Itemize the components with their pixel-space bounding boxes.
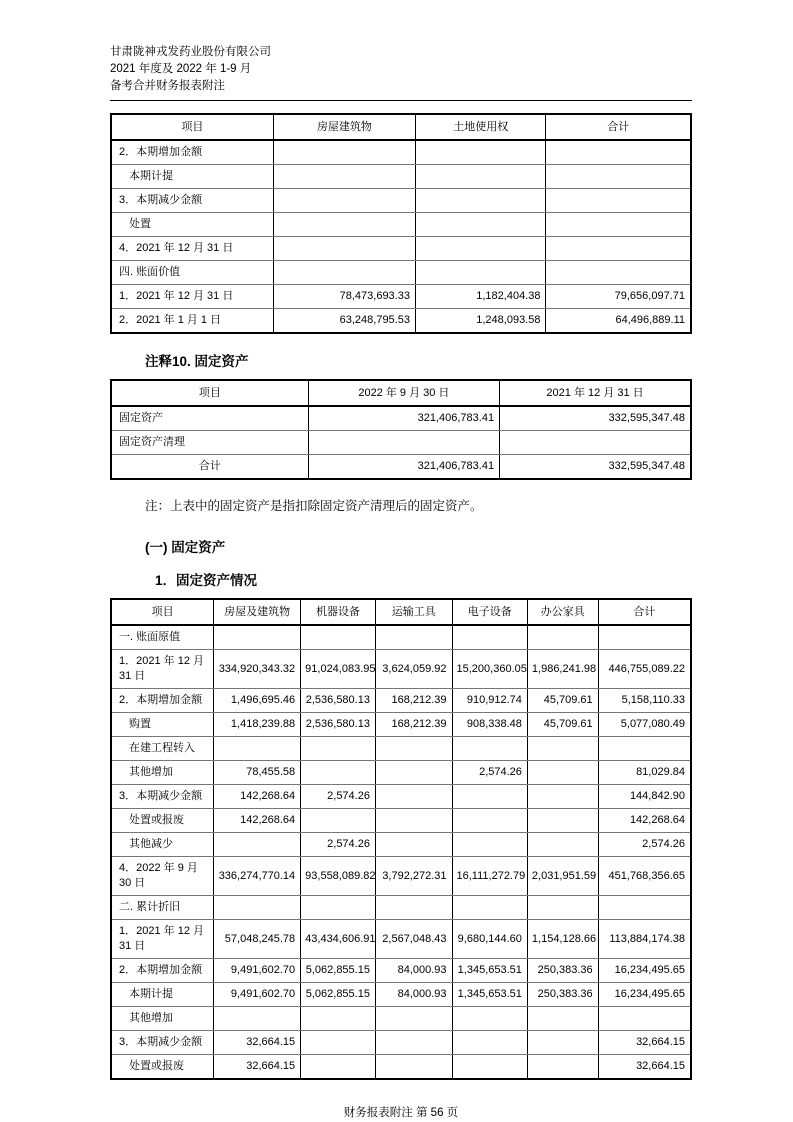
cell-value — [273, 140, 415, 165]
column-header: 项目 — [111, 114, 273, 140]
cell-value: 910,912.74 — [452, 689, 527, 713]
cell-value: 321,406,783.41 — [308, 455, 499, 480]
cell-value — [375, 785, 452, 809]
cell-value — [415, 237, 546, 261]
cell-value — [415, 140, 546, 165]
cell-value: 84,000.93 — [375, 959, 452, 983]
cell-value — [301, 1007, 376, 1031]
cell-value — [598, 737, 691, 761]
header-row — [111, 380, 691, 406]
cell-value — [527, 625, 598, 650]
row-label: 处置 — [111, 213, 273, 237]
column-header: 办公家具 — [527, 599, 598, 625]
cell-value: 250,383.36 — [527, 959, 598, 983]
cell-value: 2,031,951.59 — [527, 857, 598, 896]
cell-value — [546, 165, 691, 189]
cell-value — [375, 896, 452, 920]
cell-value — [598, 1007, 691, 1031]
row-label: 1．2021 年 12 月 31 日 — [111, 650, 214, 689]
cell-value: 9,491,602.70 — [214, 983, 301, 1007]
cell-value — [500, 431, 691, 455]
table-row — [111, 406, 691, 431]
cell-value — [375, 625, 452, 650]
table-row — [111, 625, 691, 650]
cell-value — [375, 1055, 452, 1080]
cell-value: 78,455.58 — [214, 761, 301, 785]
cell-value: 168,212.39 — [375, 689, 452, 713]
row-label: 四. 账面价值 — [111, 261, 273, 285]
cell-value: 1,345,653.51 — [452, 983, 527, 1007]
cell-value: 168,212.39 — [375, 713, 452, 737]
table-row — [111, 650, 691, 689]
cell-value: 144,842.90 — [598, 785, 691, 809]
table-row — [111, 261, 691, 285]
cell-value — [273, 213, 415, 237]
row-label: 固定资产 — [111, 406, 308, 431]
cell-value: 1,986,241.98 — [527, 650, 598, 689]
cell-value — [375, 737, 452, 761]
cell-value — [301, 737, 376, 761]
row-label: 购置 — [111, 713, 214, 737]
column-header: 房屋建筑物 — [273, 114, 415, 140]
column-header: 电子设备 — [452, 599, 527, 625]
row-label: 2．2021 年 1 月 1 日 — [111, 309, 273, 334]
cell-value: 250,383.36 — [527, 983, 598, 1007]
row-label: 处置或报废 — [111, 809, 214, 833]
table-row — [111, 983, 691, 1007]
cell-value: 142,268.64 — [598, 809, 691, 833]
column-header: 2022 年 9 月 30 日 — [308, 380, 499, 406]
table-row — [111, 737, 691, 761]
table-row — [111, 431, 691, 455]
column-header: 机器设备 — [301, 599, 376, 625]
cell-value — [452, 809, 527, 833]
row-label: 4．2022 年 9 月 30 日 — [111, 857, 214, 896]
cell-value: 2,567,048.43 — [375, 920, 452, 959]
cell-value: 321,406,783.41 — [308, 406, 499, 431]
cell-value — [527, 761, 598, 785]
cell-value — [301, 1031, 376, 1055]
row-label: 2．本期增加金额 — [111, 140, 273, 165]
subsection-heading-fixed-assets-detail: 1．固定资产情况 — [155, 573, 258, 588]
row-label: 3．本期减少金额 — [111, 1031, 214, 1055]
cell-value: 91,024,083.95 — [301, 650, 376, 689]
cell-value: 78,473,693.33 — [273, 285, 415, 309]
page-footer: 财务报表附注 第 56 页 — [343, 1107, 459, 1119]
company-name: 甘肃陇神戎发药业股份有限公司 — [110, 46, 271, 58]
cell-value — [452, 785, 527, 809]
cell-value — [452, 896, 527, 920]
cell-value — [301, 761, 376, 785]
cell-value: 93,558,089.82 — [301, 857, 376, 896]
cell-value — [301, 896, 376, 920]
cell-value — [527, 1031, 598, 1055]
row-label: 一. 账面原值 — [111, 625, 214, 650]
table-row — [111, 455, 691, 480]
cell-value: 451,768,356.65 — [598, 857, 691, 896]
cell-value: 43,434,606.91 — [301, 920, 376, 959]
cell-value — [301, 809, 376, 833]
cell-value: 332,595,347.48 — [500, 406, 691, 431]
row-label: 1．2021 年 12 月 31 日 — [111, 920, 214, 959]
cell-value — [452, 833, 527, 857]
table-row — [111, 165, 691, 189]
cell-value: 334,920,343.32 — [214, 650, 301, 689]
cell-value — [375, 809, 452, 833]
cell-value — [375, 1031, 452, 1055]
cell-value: 32,664.15 — [214, 1055, 301, 1080]
cell-value: 1,345,653.51 — [452, 959, 527, 983]
cell-value: 79,656,097.71 — [546, 285, 691, 309]
cell-value: 5,062,855.15 — [301, 983, 376, 1007]
table-row — [111, 920, 691, 959]
fixed-assets-detail-table — [110, 598, 692, 1080]
cell-value — [527, 1007, 598, 1031]
cell-value — [375, 833, 452, 857]
row-label: 固定资产清理 — [111, 431, 308, 455]
column-header: 项目 — [111, 380, 308, 406]
row-label: 其他增加 — [111, 1007, 214, 1031]
cell-value: 113,884,174.38 — [598, 920, 691, 959]
cell-value — [415, 189, 546, 213]
cell-value — [527, 785, 598, 809]
cell-value: 332,595,347.48 — [500, 455, 691, 480]
table-row — [111, 1055, 691, 1080]
cell-value: 2,536,580.13 — [301, 713, 376, 737]
cell-value — [527, 896, 598, 920]
table-note: 注：上表中的固定资产是指扣除固定资产清理后的固定资产。 — [145, 499, 483, 513]
cell-value: 16,234,495.65 — [598, 959, 691, 983]
cell-value: 2,574.26 — [598, 833, 691, 857]
page-content — [110, 44, 692, 1120]
report-title: 备考合并财务报表附注 — [110, 80, 225, 92]
fixed-assets-summary-table — [110, 379, 692, 480]
row-label: 处置或报废 — [111, 1055, 214, 1080]
cell-value: 9,491,602.70 — [214, 959, 301, 983]
cell-value: 57,048,245.78 — [214, 920, 301, 959]
cell-value: 64,496,889.11 — [546, 309, 691, 334]
row-label: 本期计提 — [111, 165, 273, 189]
table-row — [111, 1031, 691, 1055]
cell-value — [546, 237, 691, 261]
cell-value: 45,709.61 — [527, 713, 598, 737]
cell-value: 1,154,128.66 — [527, 920, 598, 959]
table-row — [111, 689, 691, 713]
section-title-note10: 注释10. 固定资产 — [145, 354, 249, 369]
column-header: 运输工具 — [375, 599, 452, 625]
row-label: 合计 — [111, 455, 308, 480]
report-period: 2021 年度及 2022 年 1-9 月 — [110, 63, 252, 75]
subsection-heading-fixed-assets: (一) 固定资产 — [145, 540, 226, 555]
cell-value — [415, 165, 546, 189]
row-label: 本期计提 — [111, 983, 214, 1007]
column-header: 土地使用权 — [415, 114, 546, 140]
cell-value — [546, 213, 691, 237]
cell-value — [214, 1007, 301, 1031]
cell-value — [546, 261, 691, 285]
cell-value: 63,248,795.53 — [273, 309, 415, 334]
table-row — [111, 785, 691, 809]
cell-value: 45,709.61 — [527, 689, 598, 713]
header-row — [111, 599, 691, 625]
cell-value — [375, 1007, 452, 1031]
column-header: 合计 — [546, 114, 691, 140]
cell-value: 32,664.15 — [598, 1055, 691, 1080]
cell-value — [308, 431, 499, 455]
row-label: 在建工程转入 — [111, 737, 214, 761]
cell-value: 336,274,770.14 — [214, 857, 301, 896]
cell-value: 2,536,580.13 — [301, 689, 376, 713]
cell-value: 2,574.26 — [452, 761, 527, 785]
row-label: 3．本期减少金额 — [111, 785, 214, 809]
table-row — [111, 237, 691, 261]
table-row — [111, 761, 691, 785]
cell-value — [301, 1055, 376, 1080]
cell-value — [452, 1055, 527, 1080]
table-row — [111, 713, 691, 737]
table-row — [111, 189, 691, 213]
cell-value: 446,755,089.22 — [598, 650, 691, 689]
cell-value — [452, 1007, 527, 1031]
cell-value — [598, 896, 691, 920]
row-label: 4．2021 年 12 月 31 日 — [111, 237, 273, 261]
cell-value — [452, 625, 527, 650]
cell-value — [301, 625, 376, 650]
cell-value — [273, 237, 415, 261]
cell-value: 3,792,272.31 — [375, 857, 452, 896]
cell-value: 5,077,080.49 — [598, 713, 691, 737]
table-row — [111, 959, 691, 983]
intangible-assets-rollforward-table — [110, 113, 692, 334]
row-label: 其他增加 — [111, 761, 214, 785]
table-row — [111, 833, 691, 857]
cell-value — [452, 1031, 527, 1055]
cell-value: 16,234,495.65 — [598, 983, 691, 1007]
column-header: 项目 — [111, 599, 214, 625]
cell-value — [273, 261, 415, 285]
cell-value — [214, 625, 301, 650]
cell-value: 16,111,272.79 — [452, 857, 527, 896]
table-row — [111, 213, 691, 237]
table-row — [111, 896, 691, 920]
table-row — [111, 1007, 691, 1031]
table-row — [111, 857, 691, 896]
cell-value: 81,029.84 — [598, 761, 691, 785]
table-row — [111, 140, 691, 165]
cell-value: 9,680,144.60 — [452, 920, 527, 959]
table-row — [111, 285, 691, 309]
header-row — [111, 114, 691, 140]
cell-value — [527, 809, 598, 833]
cell-value: 1,182,404.38 — [415, 285, 546, 309]
cell-value: 2,574.26 — [301, 785, 376, 809]
column-header: 2021 年 12 月 31 日 — [500, 380, 691, 406]
cell-value: 142,268.64 — [214, 809, 301, 833]
document-header — [110, 44, 692, 101]
cell-value: 15,200,360.05 — [452, 650, 527, 689]
cell-value: 1,248,093.58 — [415, 309, 546, 334]
cell-value — [598, 625, 691, 650]
cell-value — [415, 213, 546, 237]
cell-value — [214, 737, 301, 761]
cell-value: 908,338.48 — [452, 713, 527, 737]
cell-value — [527, 833, 598, 857]
cell-value: 1,418,239.88 — [214, 713, 301, 737]
cell-value — [375, 761, 452, 785]
row-label: 其他减少 — [111, 833, 214, 857]
cell-value: 3,624,059.92 — [375, 650, 452, 689]
row-label: 二. 累计折旧 — [111, 896, 214, 920]
cell-value: 32,664.15 — [214, 1031, 301, 1055]
row-label: 2．本期增加金额 — [111, 689, 214, 713]
cell-value: 5,158,110.33 — [598, 689, 691, 713]
row-label: 3．本期减少金额 — [111, 189, 273, 213]
cell-value — [273, 189, 415, 213]
cell-value — [273, 165, 415, 189]
cell-value — [415, 261, 546, 285]
table-row — [111, 309, 691, 334]
cell-value: 32,664.15 — [598, 1031, 691, 1055]
cell-value — [546, 140, 691, 165]
table-row — [111, 809, 691, 833]
column-header: 房屋及建筑物 — [214, 599, 301, 625]
cell-value: 1,496,695.46 — [214, 689, 301, 713]
cell-value — [214, 833, 301, 857]
cell-value — [527, 737, 598, 761]
row-label: 2．本期增加金额 — [111, 959, 214, 983]
cell-value: 84,000.93 — [375, 983, 452, 1007]
cell-value: 2,574.26 — [301, 833, 376, 857]
cell-value — [452, 737, 527, 761]
cell-value: 5,062,855.15 — [301, 959, 376, 983]
column-header: 合计 — [598, 599, 691, 625]
cell-value: 142,268.64 — [214, 785, 301, 809]
row-label: 1．2021 年 12 月 31 日 — [111, 285, 273, 309]
cell-value — [546, 189, 691, 213]
cell-value — [527, 1055, 598, 1080]
cell-value — [214, 896, 301, 920]
